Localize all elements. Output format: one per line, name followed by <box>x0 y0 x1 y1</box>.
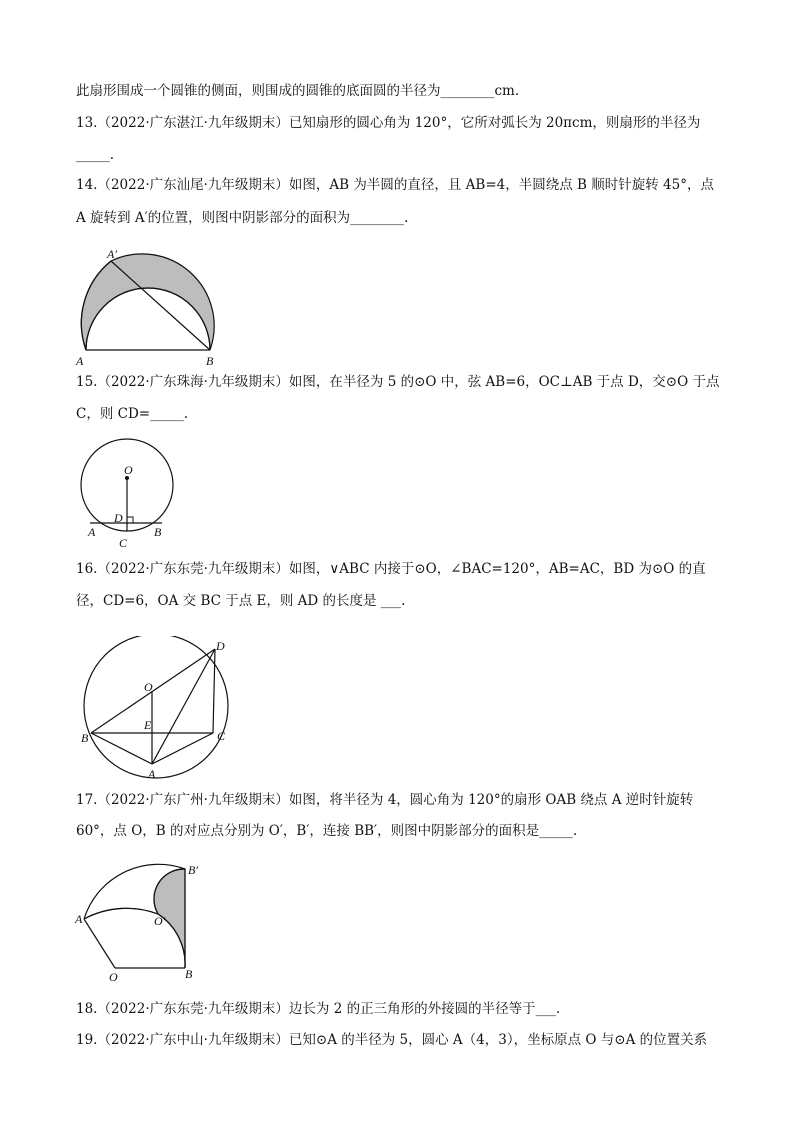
fig16-line-ab <box>91 733 152 764</box>
fig17-label-bp: B′ <box>188 863 198 877</box>
fig16-label-a: A <box>148 767 156 781</box>
fig16-label-d: D <box>216 639 225 653</box>
fig17-label-o: O <box>109 970 118 984</box>
figure-15 <box>76 438 181 553</box>
figure-14 <box>70 238 250 373</box>
fig15-label-d: D <box>114 511 123 525</box>
text-line-9: 径，CD=6，OA 交 BC 于点 E，则 AD 的长度是 ___. <box>76 593 406 609</box>
figure-17 <box>74 856 214 986</box>
fig16-line-ad <box>152 649 215 764</box>
fig16-label-e: E <box>144 718 152 732</box>
fig15-right-angle <box>127 517 133 523</box>
fig14-label-a: A <box>76 354 84 368</box>
text-line-10: 17.（2022·广东广州·九年级期末）如图，将半径为 4，圆心角为 120°的扇形 OAB 绕点 A 逆时针旋转 <box>76 792 694 808</box>
text-line-5: A 旋转到 A′的位置，则图中阴影部分的面积为________. <box>76 210 409 226</box>
fig15-label-a: A <box>88 525 96 539</box>
fig16-label-o: O <box>144 680 153 694</box>
text-line-2: 13.（2022·广东湛江·九年级期末）已知扇形的圆心角为 120°，它所对弧长为 20πcm，则扇形的半径为 <box>76 115 701 131</box>
fig17-line-oa <box>84 919 115 968</box>
fig17-label-b: B <box>185 967 193 981</box>
fig16-line-bd <box>91 649 215 733</box>
text-line-3: _____. <box>76 147 115 163</box>
fig15-label-b: B <box>154 525 162 539</box>
figure-16 <box>78 636 238 784</box>
text-line-1: 此扇形围成一个圆锥的侧面，则围成的圆锥的底面圆的半径为________cm. <box>76 83 520 99</box>
text-line-12: 18.（2022·广东东莞·九年级期末）边长为 2 的正三角形的外接圆的半径等于___. <box>76 1001 561 1017</box>
fig15-label-c: C <box>119 536 128 550</box>
fig16-label-b: B <box>81 731 89 745</box>
fig14-label-ap: A′ <box>107 247 117 261</box>
fig17-label-op: O′ <box>154 914 166 928</box>
text-line-13: 19.（2022·广东中山·九年级期末）已知⊙A 的半径为 5，圆心 A（4，3），坐标原点 O 与⊙A 的位置关系 <box>76 1032 708 1048</box>
fig14-label-b: B <box>206 354 214 368</box>
text-line-4: 14.（2022·广东汕尾·九年级期末）如图，AB 为半圆的直径，且 AB=4，半圆绕点 B 顺时针旋转 45°，点 <box>76 177 714 193</box>
text-line-11: 60°，点 O，B 的对应点分别为 O′，B′，连接 BB′，则图中阴影部分的面积是_____. <box>76 823 578 839</box>
fig15-label-o: O <box>124 463 133 477</box>
text-line-7: C，则 CD=_____. <box>76 406 189 422</box>
text-line-6: 15.（2022·广东珠海·九年级期末）如图，在半径为 5 的⊙O 中，弦 AB=6，OC⊥AB 于点 D，交⊙O 于点 <box>76 374 720 390</box>
fig16-label-c: C <box>217 729 226 743</box>
text-line-8: 16.（2022·广东东莞·九年级期末）如图，∨ABC 内接于⊙O，∠BAC=120°，AB=AC，BD 为⊙O 的直 <box>76 561 706 577</box>
fig17-label-a: A <box>75 912 83 926</box>
